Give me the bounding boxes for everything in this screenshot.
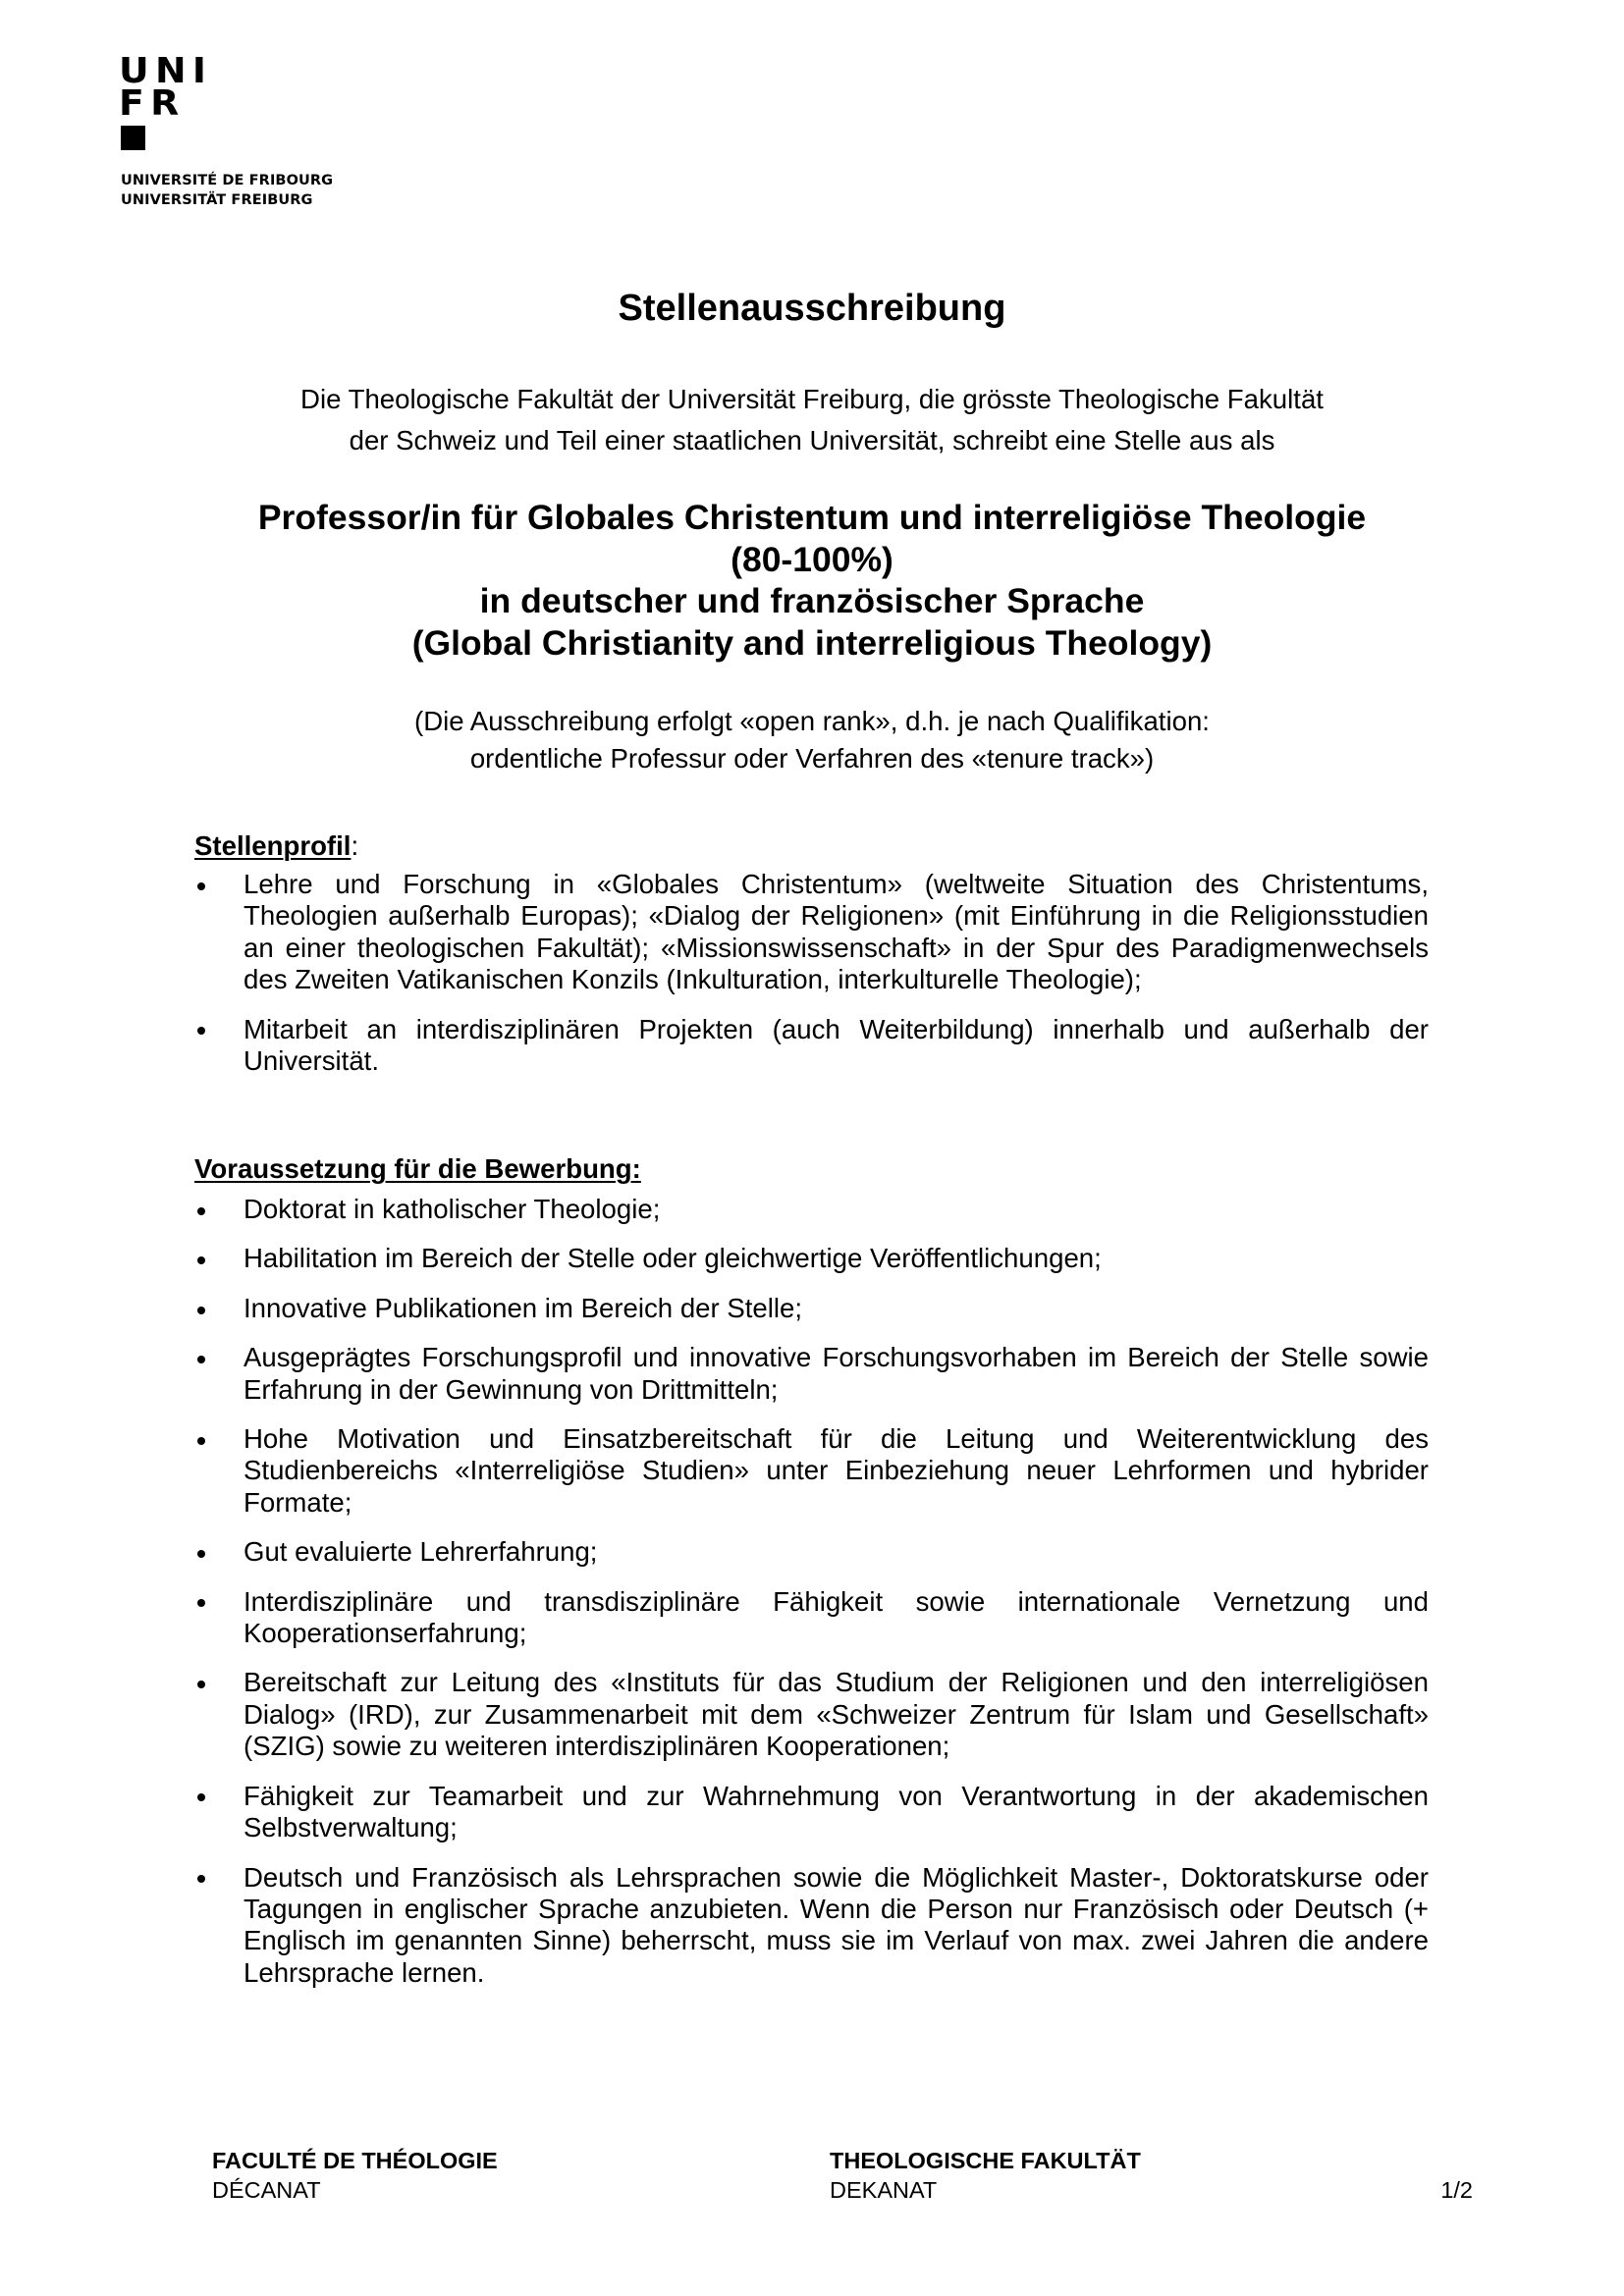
list-item xyxy=(194,1293,1429,1324)
list-item xyxy=(194,869,1429,996)
bullet-icon xyxy=(194,1293,208,1324)
footer-faculty-fr: FACULTÉ DE THÉOLOGIE xyxy=(212,2148,498,2173)
logo-mark-uni: UNI xyxy=(119,51,213,91)
bullet-icon xyxy=(194,1667,208,1698)
page-number: 1/2 xyxy=(1440,2177,1473,2203)
open-rank-line: ordentliche Professur oder Verfahren des «tenure track») xyxy=(469,743,1155,774)
list-item-text: Ausgeprägtes Forschungsprofil und innovative Forschungsvorhaben im Bereich der Stelle sowie Erfahrung in der Gewinnung von Drittmitteln; xyxy=(244,1342,1429,1405)
list-item xyxy=(194,1667,1429,1762)
job-title-line: (80-100%) xyxy=(731,539,893,579)
section-heading-voraussetzung xyxy=(194,1153,641,1185)
footer-decanat-fr: DÉCANAT xyxy=(212,2177,321,2203)
list-item-text: Lehre und Forschung in «Globales Christentum» (weltweite Situation des Christentums, Theologien außerhalb Europas); «Dialog der Religionen» (mit Einführung in die Religionsstudien an einer theologischen Fakultät); «Missionswissenschaft» in der Spur des Paradigmenwechsels des Zweiten Vatikanischen Konzils (Inkulturation, interkulturelle Theologie); xyxy=(244,869,1429,995)
list-item-text: Interdisziplinäre und transdisziplinäre Fähigkeit sowie internationale Vernetzung und Kooperationserfahrung; xyxy=(244,1585,1429,1649)
job-title xyxy=(0,497,1624,664)
bullet-icon xyxy=(194,1194,208,1225)
job-title-line: (Global Christianity and interreligious Theology) xyxy=(411,622,1213,663)
voraussetzung-list xyxy=(194,1194,1429,2006)
list-item-text: Deutsch und Französisch als Lehrsprachen sowie die Möglichkeit Master-, Doktoratskurse oder Tagungen in englischer Sprache anzubieten. Wenn die Person nur Französisch oder Deutsch (+ Englisch im genannten Sinne) beherrscht, muss sie im Verlauf von max. zwei Jahren die andere Lehrsprache lernen. xyxy=(244,1861,1429,1988)
list-item xyxy=(194,1014,1429,1078)
university-name-de: UNIVERSITÄT FREIBURG xyxy=(121,192,313,208)
list-item xyxy=(194,1243,1429,1274)
stellenprofil-list xyxy=(194,869,1429,1095)
list-item xyxy=(194,1536,1429,1568)
bullet-icon xyxy=(194,1423,208,1455)
list-item-text: Hohe Motivation und Einsatzbereitschaft für die Leitung und Weiterentwicklung des Studienbereichs «Interreligiöse Studien» unter Einbeziehung neuer Lehrformen und hybrider Formate; xyxy=(244,1423,1429,1518)
footer-dekanat-de: DEKANAT xyxy=(830,2177,938,2203)
job-title-line: in deutscher und französischer Sprache xyxy=(479,581,1145,620)
list-item-text: Fähigkeit zur Teamarbeit und zur Wahrnehmung von Verantwortung in der akademischen Selbstverwaltung; xyxy=(244,1780,1429,1843)
section-heading-text: Stellenprofil xyxy=(194,830,352,861)
section-heading-text: Voraussetzung für die Bewerbung: xyxy=(194,1153,641,1184)
logo-mark-fr: FR xyxy=(119,83,186,124)
logo-square-icon xyxy=(121,126,145,150)
unifr-logo-mark xyxy=(119,51,213,124)
list-item xyxy=(194,1781,1429,1844)
section-heading-colon: : xyxy=(351,830,359,861)
bullet-icon xyxy=(194,1342,208,1373)
intro-line: der Schweiz und Teil einer staatlichen Universität, schreibt eine Stelle aus als xyxy=(349,425,1275,455)
list-item xyxy=(194,1342,1429,1406)
bullet-icon xyxy=(194,1586,208,1618)
footer-faculty-de: THEOLOGISCHE FAKULTÄT xyxy=(830,2148,1141,2173)
bullet-icon xyxy=(194,1014,208,1045)
university-name-fr: UNIVERSITÉ DE FRIBOURG xyxy=(121,173,334,188)
bullet-icon xyxy=(194,869,208,900)
open-rank-note xyxy=(0,703,1624,777)
list-item-text: Innovative Publikationen im Bereich der Stelle; xyxy=(244,1292,803,1323)
list-item-text: Bereitschaft zur Leitung des «Instituts für das Studium der Religionen und den interreligiösen Dialog» (IRD), zur Zusammenarbeit mit dem «Schweizer Zentrum für Islam und Gesellschaft» (SZIG) sowie zu weiteren interdisziplinären Kooperationen; xyxy=(244,1667,1429,1762)
list-item xyxy=(194,1862,1429,1990)
list-item-text: Gut evaluierte Lehrerfahrung; xyxy=(244,1536,598,1568)
list-item xyxy=(194,1423,1429,1519)
list-item-text: Mitarbeit an interdisziplinären Projekten (auch Weiterbildung) innerhalb und außerhalb der Universität. xyxy=(244,1013,1429,1077)
bullet-icon xyxy=(194,1243,208,1274)
list-item xyxy=(194,1586,1429,1650)
list-item-text: Doktorat in katholischer Theologie; xyxy=(244,1194,661,1224)
bullet-icon xyxy=(194,1862,208,1894)
university-name xyxy=(121,171,333,210)
list-item xyxy=(194,1194,1429,1225)
intro-line: Die Theologische Fakultät der Universität Freiburg, die grösste Theologische Fakultät xyxy=(300,384,1324,414)
footer-left xyxy=(212,2146,498,2205)
open-rank-line: (Die Ausschreibung erfolgt «open rank», d.h. je nach Qualifikation: xyxy=(414,706,1210,736)
footer-right xyxy=(830,2146,1141,2205)
intro-text xyxy=(0,379,1624,461)
list-item-text: Habilitation im Bereich der Stelle oder gleichwertige Veröffentlichungen; xyxy=(244,1243,1102,1274)
document-title: Stellenausschreibung xyxy=(618,288,1006,329)
job-title-line: Professor/in für Globales Christentum und interreligiöse Theologie xyxy=(257,498,1367,537)
bullet-icon xyxy=(194,1536,208,1568)
section-heading-stellenprofil xyxy=(194,830,358,862)
bullet-icon xyxy=(194,1781,208,1812)
